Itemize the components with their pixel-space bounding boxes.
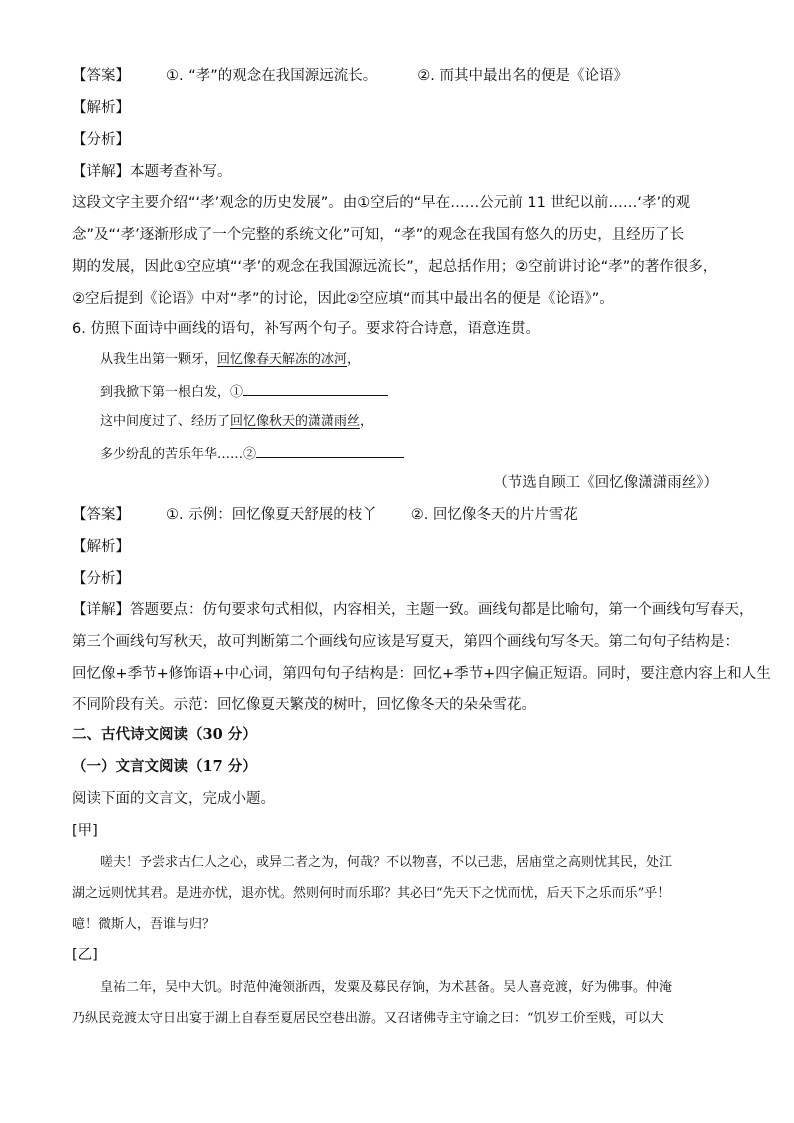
q5-detail-line — [72, 162, 732, 182]
detail-label: 【详解】 — [72, 164, 130, 180]
q6-question: 6. 仿照下面诗中画线的语句，补写两个句子。要求符合诗意，语意连贯。 — [72, 321, 540, 337]
q6-detail-line: 回忆像+季节+修饰语+中心词，第四句句子结构是：回忆+季节+四字偏正短语。同时，要注意内容上和人生 — [72, 666, 771, 682]
q6-detail-line — [72, 600, 754, 620]
poem-text: ， — [360, 414, 374, 429]
passage-yi-line: 皇祐二年，吴中大饥。时范仲淹领浙西，发粟及募民存饷，为术甚备。吴人喜竞渡，好为佛事。仲淹 — [100, 980, 673, 995]
answer-label: 【答案】 — [72, 507, 130, 523]
q5-paragraph-line: ②空后提到《论语》中对“孝”的讨论，因此②空应填“而其中最出名的便是《论语》”。 — [72, 291, 614, 307]
q5-paragraph-line: 这段文字主要介绍“‘孝’观念的历史发展”。由①空后的“早在……公元前 11 世纪以前……‘孝’的观 — [72, 195, 691, 211]
instruction: 阅读下面的文言文，完成小题。 — [72, 791, 275, 807]
passage-yi-label: [乙] — [72, 947, 98, 963]
poem-source: （节选自顾工《回忆像潇潇雨丝》） — [493, 475, 718, 491]
answer-label: 【答案】 — [72, 68, 130, 84]
q6-detail-line: 不同阶段有关。示范：回忆像夏天繁茂的树叶，回忆像冬天的朵朵雪花。 — [72, 697, 536, 713]
detail-text: 本题考查补写。 — [130, 164, 232, 180]
subsection-title: （一）文言文阅读（17 分） — [72, 758, 257, 775]
passage-yi-line: 乃纵民竞渡太守日出宴于湖上自春至夏居民空巷出游。又召诸佛寺主守谕之曰：“饥岁工价至贱，可以大 — [72, 1011, 664, 1026]
poem-line-2 — [100, 381, 760, 403]
section-title: 二、古代诗文阅读（30 分） — [72, 726, 257, 743]
q6-answer-line — [72, 505, 732, 525]
poem-line-1 — [100, 350, 760, 370]
poem-text: 这中间度过了、经历了 — [100, 414, 231, 429]
answer-2: ②. 回忆像冬天的片片雪花 — [410, 507, 578, 523]
poem-underlined: 回忆像春天解冻的冰河 — [217, 352, 348, 367]
q5-paragraph-line: 念”及“‘孝’逐渐形成了一个完整的系统文化”可知，“孝”的观念在我国有悠久的历史，且经历了长 — [72, 227, 685, 243]
q6-fenxi-label: 【分析】 — [72, 571, 130, 587]
poem-text: 从我生出第一颗牙， — [100, 352, 218, 367]
poem-underlined: 回忆像秋天的潇潇雨丝 — [230, 414, 361, 429]
poem-text: 多少纷乱的苦乐年华……② — [100, 447, 257, 462]
passage-jia-label: [甲] — [72, 823, 98, 839]
q5-analysis-label: 【解析】 — [72, 100, 130, 116]
poem-text: ， — [347, 352, 361, 367]
passage-jia-line: 湖之远则忧其君。是进亦忧，退亦忧。然则何时而乐耶？其必曰“先天下之忧而忧，后天下之乐而乐”乎！ — [72, 886, 671, 901]
q5-paragraph-line: 期的发展，因此①空应填“‘孝’的观念在我国源远流长”，起总括作用；②空前讲讨论“孝”的著作很多， — [72, 259, 718, 275]
passage-jia-line: 嗟夫！予尝求古仁人之心，或异二者之为，何哉？不以物喜，不以己悲，居庙堂之高则忧其民，处江 — [100, 855, 673, 870]
q5-answer-line — [72, 66, 732, 86]
blank-2 — [256, 443, 404, 458]
blank-1 — [243, 381, 388, 396]
detail-label: 【详解】 — [72, 602, 130, 618]
poem-line-4 — [100, 443, 760, 465]
q6-analysis-label: 【解析】 — [72, 539, 130, 555]
answer-1: ①. “孝”的观念在我国源远流长。 — [166, 68, 378, 84]
answer-1: ①. 示例：回忆像夏天舒展的枝丫 — [166, 507, 377, 523]
poem-text: 到我掀下第一根白发，① — [100, 385, 244, 400]
q6-detail-line: 第三个画线句写秋天，故可判断第二个画线句应该是写夏天，第四个画线句写冬天。第二句句子结构是： — [72, 634, 739, 650]
poem-line-3 — [100, 412, 760, 432]
q5-fenxi-label: 【分析】 — [72, 132, 130, 148]
passage-jia-line: 噫！微斯人，吾谁与归？ — [72, 917, 216, 932]
detail-text: 答题要点：仿句要求句式相似，内容相关，主题一致。画线句都是比喻句，第一个画线句写春天， — [130, 602, 754, 618]
answer-2: ②. 而其中最出名的便是《论语》 — [417, 68, 628, 84]
